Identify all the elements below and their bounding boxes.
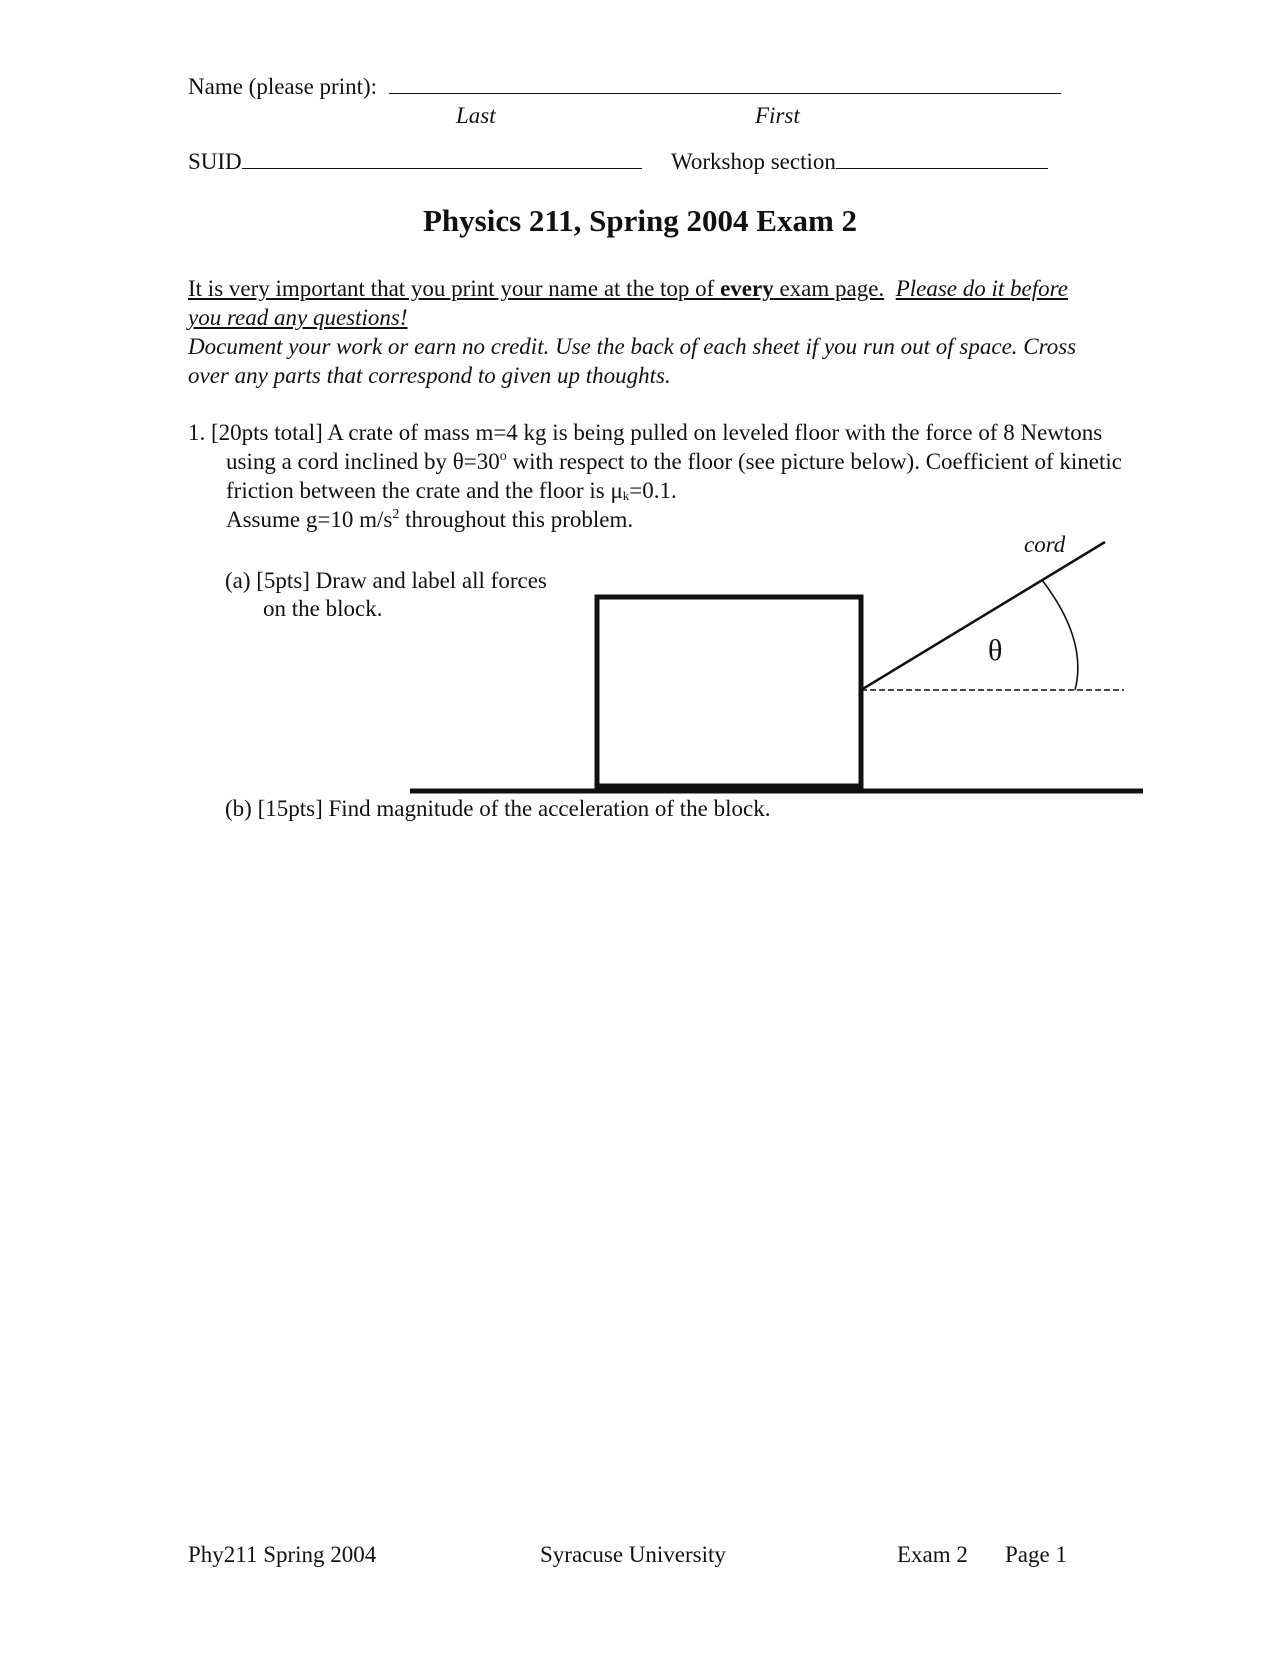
q1-text-a: 1. [20pts total] A crate of mass m=4 kg is being pulled on leveled floor with the force of 8 Newtons using a cord inclined by θ=30 <box>188 420 1103 474</box>
last-label: Last <box>456 103 496 128</box>
instructions-bold: every <box>720 276 774 301</box>
footer-page: Page 1 <box>1005 1542 1067 1567</box>
q1-squared: 2 <box>392 507 400 522</box>
q1-degree: o <box>499 449 507 464</box>
part-a-line1: (a) [5pts] Draw and label all forces <box>225 568 547 593</box>
q1-text-b: with respect to the floor (see picture below). Coefficient of kinetic friction between the crate and the floor is μ <box>226 449 1122 503</box>
instructions-document: Document your work or earn no credit. Use the back of each sheet if you run out of space. Cross over any parts that correspond to given up thoughts. <box>188 334 1077 388</box>
suid-label: SUID <box>188 149 242 174</box>
part-b-text: (b) [15pts] Find magnitude of the acceleration of the block. <box>225 796 771 821</box>
q1-text-e: throughout this problem. <box>399 507 634 532</box>
instructions-part2: exam page. <box>773 276 885 301</box>
cord-line <box>861 542 1105 690</box>
page-title: Physics 211, Spring 2004 Exam 2 <box>422 203 858 238</box>
instructions-part1: It is very important that you print your name at the top of <box>188 276 721 301</box>
footer-course: Phy211 Spring 2004 <box>188 1542 377 1567</box>
angle-arc <box>1042 580 1078 690</box>
q1-text-c: =0.1. <box>629 478 677 503</box>
theta-label: θ <box>988 634 1003 667</box>
part-a-line2: on the block. <box>263 596 383 621</box>
cord-label: cord <box>1024 532 1066 557</box>
footer-exam: Exam 2 <box>897 1542 968 1567</box>
q1-mu-subscript: k <box>622 488 630 503</box>
first-label: First <box>755 103 800 128</box>
name-label: Name (please print): <box>188 74 378 99</box>
q1-text-d: Assume g=10 m/s <box>226 507 393 532</box>
footer-school: Syracuse University <box>540 1542 726 1567</box>
workshop-label: Workshop section <box>671 149 836 174</box>
crate-box <box>597 597 861 786</box>
instructions-italic: Please do it before you read any questions! <box>188 276 1068 330</box>
